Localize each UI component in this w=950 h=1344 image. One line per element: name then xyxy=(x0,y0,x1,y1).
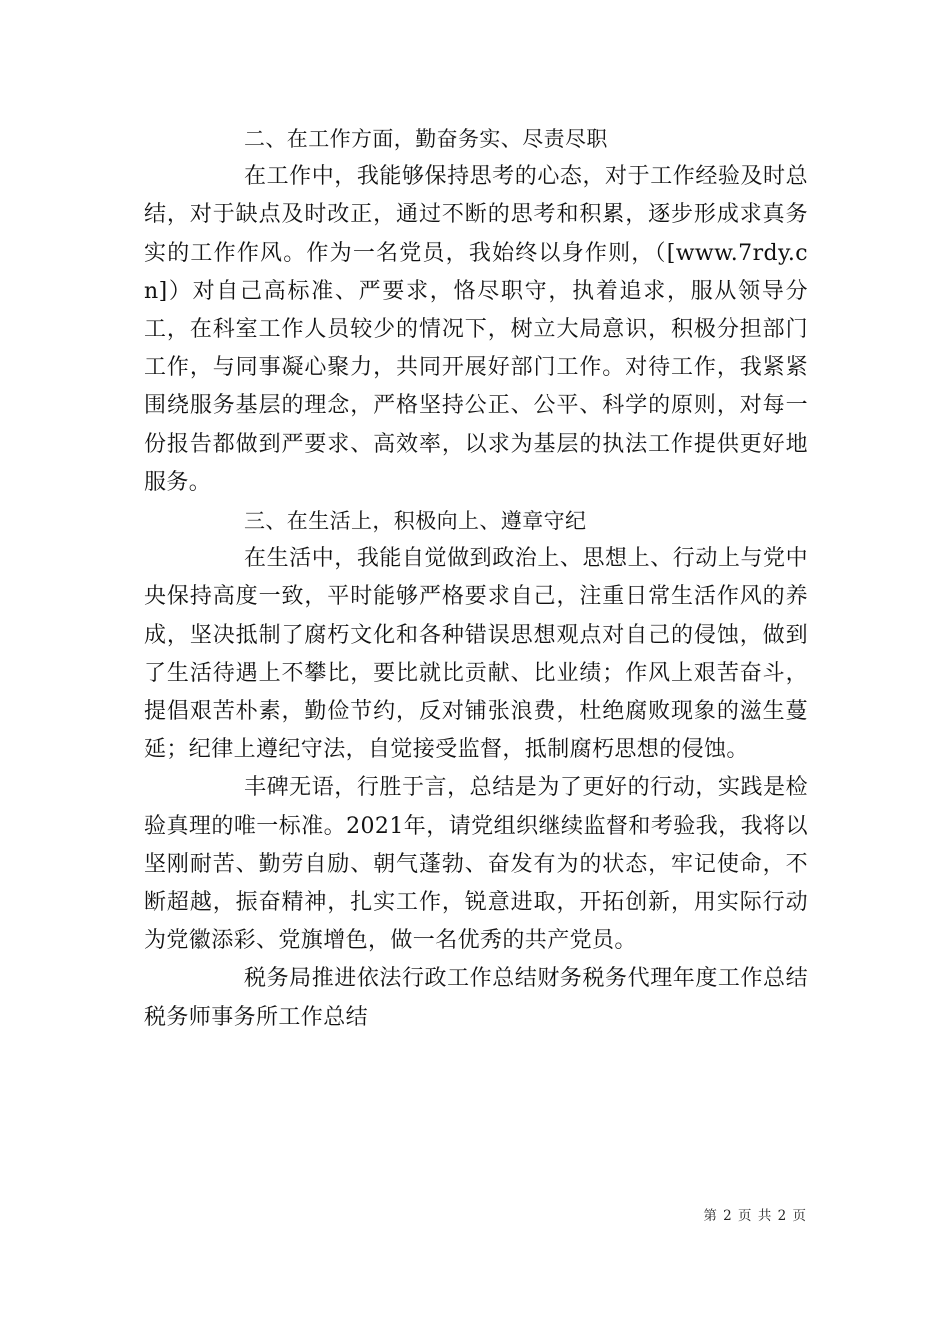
section-three-heading: 三、在生活上，积极向上、遵章守纪 xyxy=(244,509,587,534)
section-two-paragraph: 在工作中，我能够保持思考的心态，对于工作经验及时总结，对于缺点及时改正，通过不断的思考和积累，逐步形成求真务实的工作作风。作为一名党员，我始终以身作则，（[www.7rdy.cn]）对自己高标准、严要求，恪尽职守，执着追求，服从领导分工，在科室工作人员较少的情况下，树立大局意识，积极分担部门工作，与同事凝心聚力，共同开展好部门工作。对待工作，我紧紧围绕服务基层的理念，严格坚持公正、公平、科学的原则，对每一份报告都做到严要求、高效率，以求为基层的执法工作提供更好地服务。 xyxy=(144,164,808,495)
related-titles: 税务局推进依法行政工作总结财务税务代理年度工作总结税务师事务所工作总结 xyxy=(144,966,808,1030)
section-two-heading: 二、在工作方面，勤奋务实、尽责尽职 xyxy=(244,127,608,151)
section-three-paragraph: 在生活中，我能自觉做到政治上、思想上、行动上与党中央保持高度一致，平时能够严格要求自己，注重日常生活作风的养成，坚决抵制了腐朽文化和各种错误思想观点对自己的侵蚀，做到了生活待遇上不攀比，要比就比贡献、比业绩；作风上艰苦奋斗，提倡艰苦朴素，勤俭节约，反对铺张浪费，杜绝腐败现象的滋生蔓延；纪律上遵纪守法，自觉接受监督，抵制腐朽思想的侵蚀。 xyxy=(144,546,808,763)
document-body xyxy=(144,120,808,1037)
closing-paragraph: 丰碑无语，行胜于言，总结是为了更好的行动，实践是检验真理的唯一标准。2021年，请党组织继续监督和考验我，我将以坚刚耐苦、勤劳自励、朝气蓬勃、奋发有为的状态，牢记使命，不断超越，振奋精神，扎实工作，锐意进取，开拓创新，用实际行动为党徽添彩、党旗增色，做一名优秀的共产党员。 xyxy=(144,775,808,954)
page-number-footer: 第 2 页 共 2 页 xyxy=(703,1208,807,1224)
